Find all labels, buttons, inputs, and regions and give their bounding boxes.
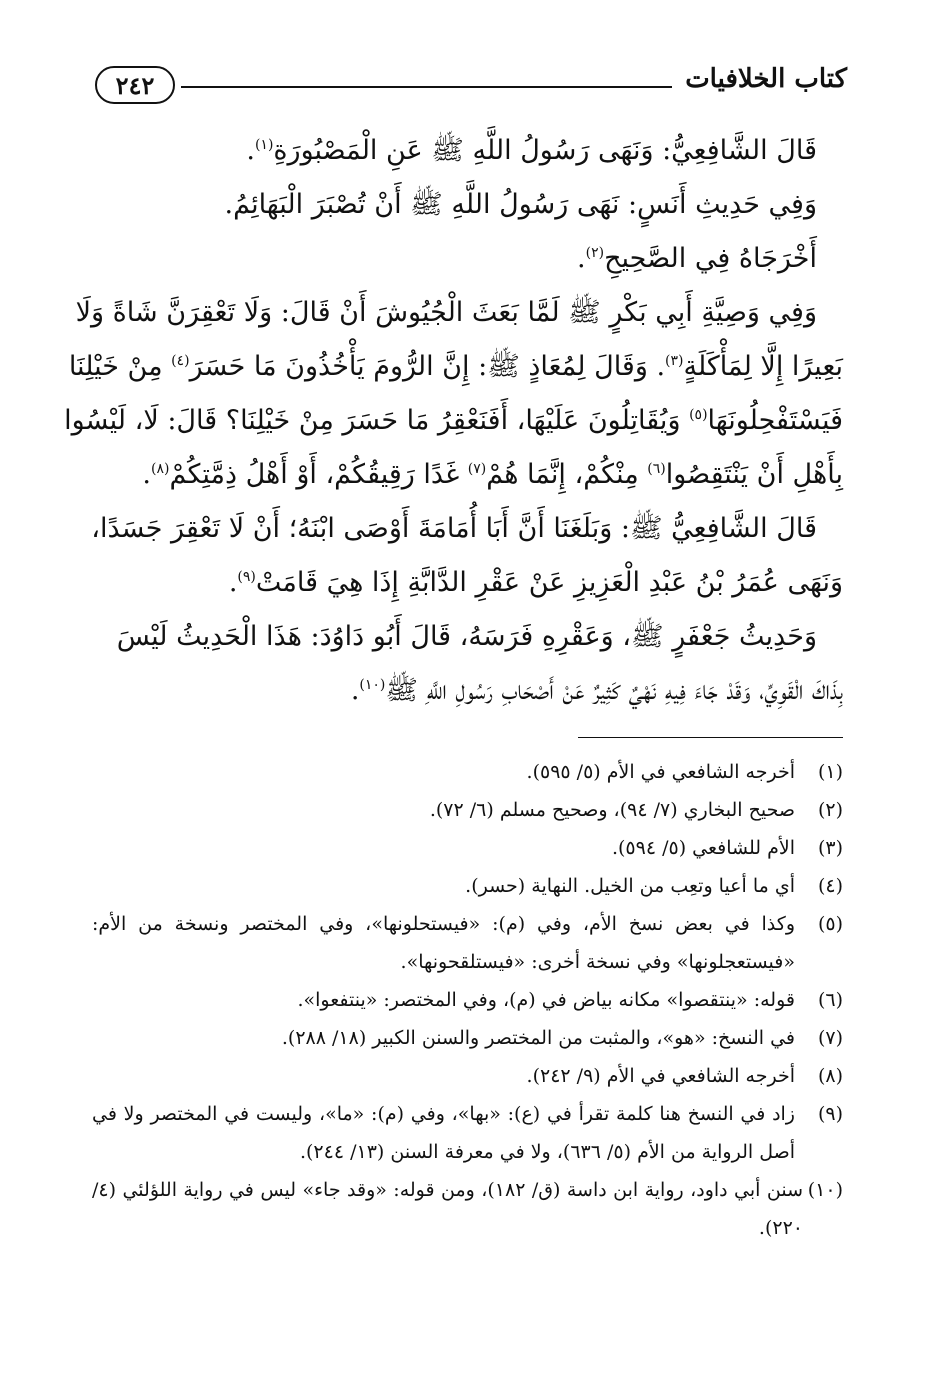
footnote-number: (٦)	[817, 989, 843, 1011]
paragraph-3	[92, 232, 843, 286]
paragraph-6-line-1	[92, 610, 843, 664]
footnote-number: (٣)	[817, 837, 843, 859]
paragraph-4-line-4-b: مِنْكُمْ، إِنَّمَا هُمْ	[486, 459, 648, 490]
paragraph-5-line-2	[92, 556, 843, 610]
footnote-ref-6: (٦)	[647, 461, 666, 477]
footnote-number: (٧)	[817, 1027, 843, 1049]
footnote-text: زاد في النسخ هنا كلمة تقرأ في (ع): «بها»، وفي (م): «ما»، وليست في المختصر ولا في أصل الرواية من الأم (٥/ ٦٣٦)، ولا في معرفة السنن (١٣/ ٢٤٤).	[92, 1103, 795, 1163]
footnote-text: أي ما أعيا وتعِب من الخيل. النهاية (حسر).	[465, 875, 795, 897]
paragraph-4-line-4-end: .	[142, 459, 152, 490]
footnote-ref-7: (٧)	[467, 461, 487, 477]
page-number: ٢٤٢	[95, 66, 175, 104]
footnote-ref-1: (١)	[254, 137, 274, 153]
footnote-item	[92, 829, 843, 867]
paragraph-4-line-4	[92, 448, 843, 502]
paragraph-5-line-2-a: وَنَهَى عُمَرُ بْنُ عَبْدِ الْعَزِيزِ عَنْ عَقْرِ الدَّابَّةِ إِذَا هِيَ قَامَتْ	[255, 567, 843, 598]
footnote-number: (١٠)	[807, 1179, 843, 1201]
paragraph-5-line-1	[92, 502, 843, 556]
footnote-text: صحيح البخاري (٧/ ٩٤)، وصحيح مسلم (٦/ ٧٢).	[429, 799, 795, 821]
paragraph-4-line-2	[68, 340, 843, 394]
footnote-text: قوله: «ينتقصوا» مكانه بياض في (م)، وفي المختصر: «ينتفعوا».	[297, 989, 795, 1011]
paragraph-2-text: وَفِي حَدِيثِ أَنَسٍ: نَهَى رَسُولُ اللَّهِ ﷺ أَنْ تُصْبَرَ الْبَهَائِمُ.	[224, 189, 817, 220]
paragraph-6-line-2	[92, 664, 843, 718]
paragraph-4-line-2-b: . وَقَالَ لِمُعَاذٍ ﷺ: إِنَّ الرُّومَ يَأْخُذُونَ مَا حَسَرَ	[189, 351, 666, 382]
paragraph-5-line-2-end: .	[228, 567, 238, 598]
footnote-ref-10: (١٠)	[359, 677, 386, 693]
footnote-ref-3: (٣)	[665, 353, 684, 369]
paragraph-6-line-2-a: بِذَاكَ الْقَوِيِّ، وَقَدْ جَاءَ فِيهِ نَهْيٌ كَثِيرٌ عَنْ أَصْحَابِ رَسُولِ اللَّهِ ﷺ	[385, 675, 843, 706]
footnote-item	[92, 1019, 843, 1057]
paragraph-4-line-4-c: غَدًا رَقِيقُكُمْ، أَوْ أَهْلُ ذِمَّتِكُمْ	[169, 459, 468, 490]
header-rule	[181, 86, 672, 88]
footnote-number: (١)	[817, 761, 843, 783]
footnote-text: أخرجه الشافعي في الأم (٥/ ٥٩٥).	[526, 761, 795, 783]
footnote-item	[92, 753, 843, 791]
footnote-item	[92, 1057, 843, 1095]
paragraph-2	[92, 178, 843, 232]
footnotes-list	[92, 753, 843, 1247]
footnote-item	[92, 1095, 843, 1171]
page-header	[95, 62, 847, 122]
paragraph-4-line-4-a: بِأَهْلِ أَنْ يَنْتَقِصُوا	[665, 459, 843, 490]
footnote-item	[92, 791, 843, 829]
book-title: كتاب الخلافيات	[685, 64, 847, 94]
paragraph-4-line-3	[64, 394, 843, 448]
paragraph-1-text: قَالَ الشَّافِعِيُّ: وَنَهَى رَسُولُ اللَّهِ ﷺ عَنِ الْمَصْبُورَةِ	[273, 135, 817, 166]
footnote-separator	[578, 737, 843, 738]
paragraph-3-text: أَخْرَجَاهُ فِي الصَّحِيحِ	[604, 243, 817, 274]
paragraph-1	[92, 124, 843, 178]
footnote-ref-9: (٩)	[237, 569, 256, 585]
paragraph-4-line-1	[75, 286, 843, 340]
paragraph-6-line-1-text: وَحَدِيثُ جَعْفَرٍ ﷺ، وَعَقْرِهِ فَرَسَهُ، قَالَ أَبُو دَاوُدَ: هَذَا الْحَدِيثُ لَيْسَ	[116, 621, 817, 652]
footnote-item	[92, 981, 843, 1019]
footnote-item	[92, 905, 843, 981]
paragraph-4-line-1-text: وَفِي وَصِيَّةِ أَبِي بَكْرٍ ﷺ لَمَّا بَعَثَ الْجُيُوشَ أَنْ قَالَ: وَلَا تَعْقِرَنَّ شَاةً وَلَا	[75, 297, 817, 328]
footnote-item	[92, 867, 843, 905]
footnote-number: (٥)	[817, 913, 843, 935]
paragraph-4-line-3-b: وَيُقَاتِلُونَ عَلَيْهَا، أَفَنَعْقِرُ مَا حَسَرَ مِنْ خَيْلِنَا؟ قَالَ: لَا، لَيْسُوا	[64, 405, 690, 436]
footnote-text: سنن أبي داود، رواية ابن داسة (ق/ ١٨٢)، ومن قوله: «وقد جاء» ليس في رواية اللؤلئي (٤/ ٢٢٠).	[92, 1179, 803, 1239]
footnote-ref-5: (٥)	[689, 407, 708, 423]
footnote-number: (٤)	[817, 875, 843, 897]
paragraph-4-line-2-c: مِنْ خَيْلِنَا	[68, 351, 172, 382]
paragraph-4-line-2-a: بَعِيرًا إِلَّا لِمَأْكَلَةٍ	[683, 351, 843, 382]
paragraph-5-line-1-text: قَالَ الشَّافِعِيُّ ﷺ: وَبَلَغَنَا أَنَّ أَبَا أُمَامَةَ أَوْصَى ابْنَهُ؛ أَنْ لَا تَعْقِرَ جَسَدًا،	[91, 513, 817, 544]
footnote-number: (٢)	[817, 799, 843, 821]
footnote-text: وكذا في بعض نسخ الأم، وفي (م): «فيستحلونها»، وفي المختصر ونسخة من الأم: «فيستعجلونها» وفي نسخة أخرى: «فيستلقحونها».	[92, 913, 795, 973]
paragraph-6-line-2-end: .	[350, 675, 360, 706]
main-text	[64, 124, 843, 718]
footnote-ref-4: (٤)	[171, 353, 190, 369]
paragraph-1-end: .	[246, 135, 255, 166]
footnote-text: في النسخ: «هو»، والمثبت من المختصر والسنن الكبير (١٨/ ٢٨٨).	[281, 1027, 795, 1049]
footnote-ref-8: (٨)	[151, 461, 170, 477]
footnote-ref-2: (٢)	[585, 245, 605, 261]
footnote-number: (٨)	[817, 1065, 843, 1087]
paragraph-4-line-3-a: فَيَسْتَفْحِلُونَهَا	[707, 405, 843, 436]
footnote-text: الأم للشافعي (٥/ ٥٩٤).	[611, 837, 795, 859]
paragraph-3-end: .	[577, 243, 586, 274]
footnote-number: (٩)	[817, 1103, 843, 1125]
footnote-text: أخرجه الشافعي في الأم (٩/ ٢٤٢).	[526, 1065, 795, 1087]
footnote-item	[92, 1171, 843, 1247]
